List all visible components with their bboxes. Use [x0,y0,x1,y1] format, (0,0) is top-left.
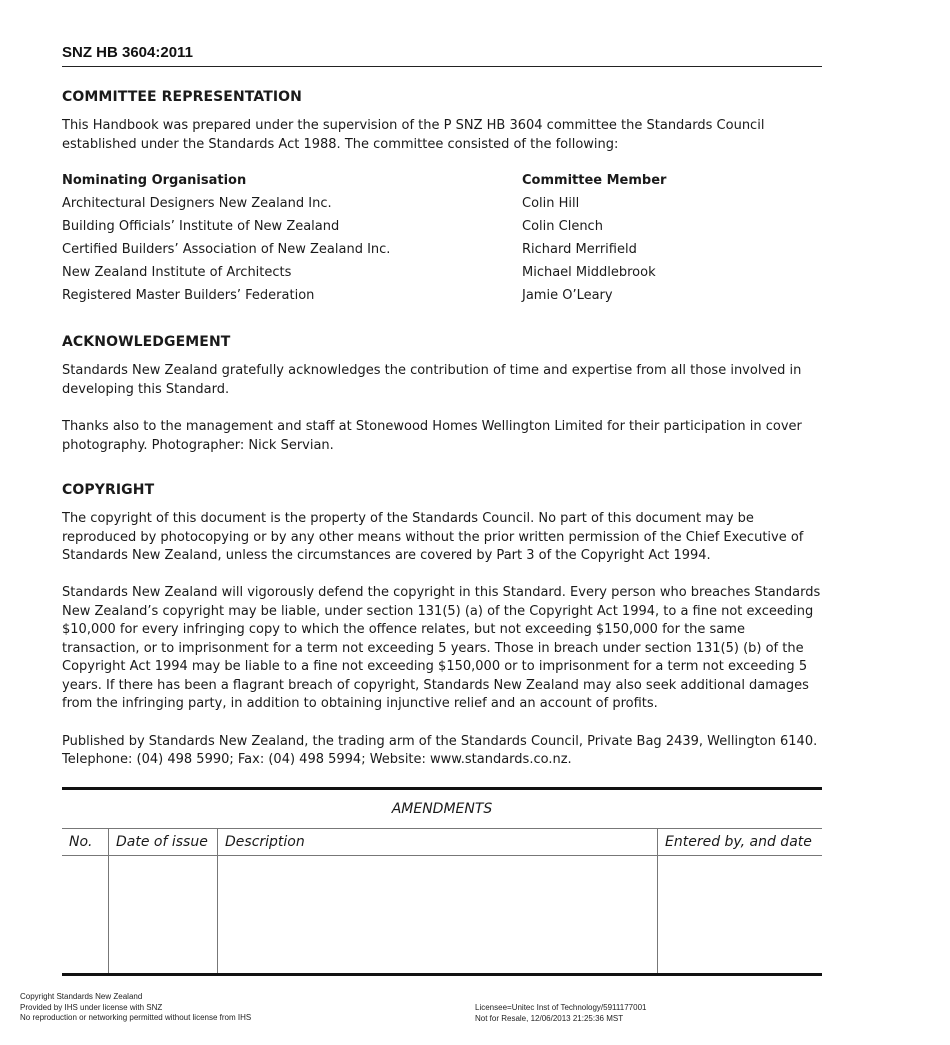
amendments-col-date [109,829,218,973]
footer-no-reproduction: No reproduction or networking permitted without license from IHS [20,1013,252,1022]
member-name: Richard Merrifield [522,242,637,257]
member-name: Colin Hill [522,196,580,211]
amendments-title: AMENDMENTS [62,790,822,829]
footer-not-for-resale: Not for Resale, 12/06/2013 21:25:36 MST [475,1013,624,1023]
committee-heading: COMMITTEE REPRESENTATION [62,89,302,105]
member-name: Michael Middlebrook [522,265,656,280]
copyright-heading: COPYRIGHT [62,482,155,498]
footer-provided-by: Provided by IHS under license with SNZ [20,1002,163,1012]
footer-license-right [475,1003,646,1024]
amendments-col-no [62,829,109,973]
col-header-entered: Entered by, and date [658,829,822,856]
table-row [62,219,822,242]
acknowledgement-paragraph-1: Standards New Zealand gratefully acknowledges the contribution of time and expertise from all those involved in developing this Standard. [62,363,802,397]
copyright-paragraph-2: Standards New Zealand will vigorously defend the copyright in this Standard. Every person who breaches Standards New Zealand’s copyright may be liable, under section 131(5) (a) of the Copyright Act 1994, to a fine not exceeding $10,000 for every infringing copy to which the offence relates, but not exceeding $150,000 for the same transaction, or to imprisonment for a term not exceeding 5 years. Those in breach under section 131(5) (b) of the Copyright Act 1994 may be liable to a fine not exceeding $150,000 or to imprisonment for a term not exceeding 5 years. If there has been a flagrant breach of copyright, Standards New Zealand may also seek additional damages from the infringing party, in addition to obtaining injunctive relief and an account of profits. [62,585,821,711]
organisation-name: Certified Builders’ Association of New Zealand Inc. [62,242,391,257]
committee-table [62,173,822,311]
document-id: SNZ HB 3604:2011 [62,44,193,61]
acknowledgement-paragraph-2: Thanks also to the management and staff at Stonewood Homes Wellington Limited for their participation in cover photography. Photographer: Nick Servian. [62,419,802,453]
organisation-name: Registered Master Builders’ Federation [62,288,315,303]
table-row [62,265,822,288]
footer-licensee: Licensee=Unitec Inst of Technology/5911177001 [475,1003,647,1012]
amendments-col-entered [658,829,822,973]
col-header-date: Date of issue [109,829,217,856]
amendments-table [62,787,822,976]
member-name: Jamie O’Leary [522,288,613,303]
acknowledgement-heading: ACKNOWLEDGEMENT [62,334,231,350]
header-rule [62,66,822,67]
published-line-1: Published by Standards New Zealand, the trading arm of the Standards Council, Private Bag 2439, Wellington 6140. [62,734,818,749]
nominating-organisation-header: Nominating Organisation [62,173,247,188]
table-row [62,196,822,219]
committee-table-header [62,173,822,196]
amendments-grid [62,829,822,976]
committee-member-header: Committee Member [522,173,667,188]
organisation-name: New Zealand Institute of Architects [62,265,292,280]
published-line-2: Telephone: (04) 498 5990; Fax: (04) 498 5994; Website: www.standards.co.nz. [62,752,572,767]
organisation-name: Architectural Designers New Zealand Inc. [62,196,332,211]
table-row [62,288,822,311]
amendments-col-description [218,829,658,973]
table-row [62,242,822,265]
organisation-name: Building Officials’ Institute of New Zealand [62,219,340,234]
footer-copyright: Copyright Standards New Zealand [20,992,143,1001]
footer-license-left [20,992,251,1024]
col-header-no: No. [62,829,108,856]
member-name: Colin Clench [522,219,603,234]
copyright-paragraph-1: The copyright of this document is the property of the Standards Council. No part of this document may be reproduced by photocopying or by any other means without the prior written permission of the Chief Executive of Standards New Zealand, unless the circumstances are covered by Part 3 of the Copyright Act 1994. [62,511,804,563]
committee-intro: This Handbook was prepared under the supervision of the P SNZ HB 3604 committee the Standards Council established under the Standards Act 1988. The committee consisted of the following: [62,118,765,152]
col-header-description: Description [218,829,657,856]
